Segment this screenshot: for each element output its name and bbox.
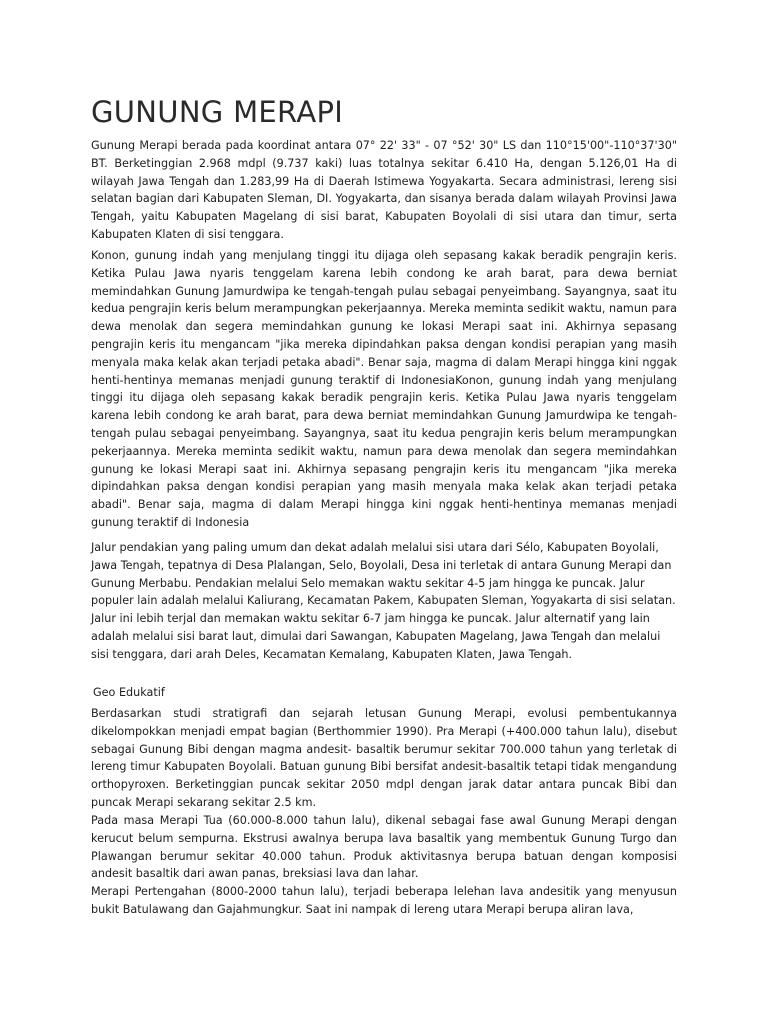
paragraph-merapi-tua: Pada masa Merapi Tua (60.000-8.000 tahun lalu), dikenal sebagai fase awal Gunung Merapi dengan kerucut belum sempurna. Ekstrusi awalnya berupa lava basaltik yang membentuk Gunung Turgo dan Plawangan berumur sekitar 40.000 tahun. Produk aktivitasnya berupa batuan dengan komposisi andesit basaltik dari awan panas, breksiasi lava dan lahar.	[91, 814, 677, 881]
section-heading-geo-edukatif: Geo Edukatif	[93, 686, 165, 699]
document-title: GUNUNG MERAPI	[91, 95, 344, 129]
paragraph-stratigraphy: Berdasarkan studi stratigrafi dan sejarah letusan Gunung Merapi, evolusi pembentukannya dikelompokkan menjadi empat bagian (Berthommier 1990). Pra Merapi (+400.000 tahun lalu), disebut sebagai Gunung Bibi dengan magma andesit- basaltik berumur sekitar 700.000 tahun yang terletak di lereng timur Kabupaten Boyolali. Batuan gunung Bibi bersifat andesit-basaltik tetapi tidak mengandung orthopyroxen. Berketinggian puncak sekitar 2050 mdpl dengan jarak datar antara puncak Bibi dan puncak Merapi sekarang sekitar 2.5 km.	[91, 707, 677, 809]
paragraph-legend: Konon, gunung indah yang menjulang tinggi itu dijaga oleh sepasang kakak beradik pengrajin keris. Ketika Pulau Jawa nyaris tenggelam karena lebih condong ke arah barat, para dewa berniat memindahkan Gunung Jamurdwipa ke tengah-tengah pulau sebagai penyeimbang. Sayangnya, saat itu kedua pengrajin keris belum merampungkan pekerjaannya. Mereka meminta sedikit waktu, namun para dewa menolak dan segera memindahkan gunung ke lokasi Merapi saat ini. Akhirnya sepasang pengrajin keris itu mengancam "jika mereka dipindahkan paksa dengan kondisi perapian yang masih menyala maka kelak akan terjadi petaka abadi". Benar saja, magma di dalam Merapi hingga kini nggak henti-hentinya memanas menjadi gunung teraktif di IndonesiaKonon, gunung indah yang menjulang tinggi itu dijaga oleh sepasang kakak beradik pengrajin keris. Ketika Pulau Jawa nyaris tenggelam karena lebih condong ke arah barat, para dewa berniat memindahkan Gunung Jamurdwipa ke tengah-tengah pulau sebagai penyeimbang. Sayangnya, saat itu kedua pengrajin keris belum merampungkan pekerjaannya. Mereka meminta sedikit waktu, namun para dewa menolak dan segera memindahkan gunung ke lokasi Merapi saat ini. Akhirnya sepasang pengrajin keris itu mengancam "jika mereka dipindahkan paksa dengan kondisi perapian yang masih menyala maka kelak akan terjadi petaka abadi". Benar saja, magma di dalam Merapi hingga kini nggak henti-hentinya memanas menjadi gunung teraktif di Indonesia	[91, 249, 677, 529]
paragraph-location: Gunung Merapi berada pada koordinat antara 07° 22' 33" - 07 °52' 30" LS dan 110°15'00"-110°37'30" BT. Berketinggian 2.968 mdpl (9.737 kaki) luas totalnya sekitar 6.410 Ha, dengan 5.126,01 Ha di wilayah Jawa Tengah dan 1.283,99 Ha di Daerah Istimewa Yogyakarta. Secara administrasi, lereng sisi selatan bagian dari Kabupaten Sleman, DI. Yogyakarta, dan sisanya berada dalam wilayah Provinsi Jawa Tengah, yaitu Kabupaten Magelang di sisi barat, Kabupaten Boyolali di sisi utara dan timur, serta Kabupaten Klaten di sisi tenggara.	[91, 139, 677, 241]
paragraph-merapi-pertengahan: Merapi Pertengahan (8000-2000 tahun lalu), terjadi beberapa lelehan lava andesitik yang menyusun bukit Batulawang dan Gajahmungkur. Saat ini nampak di lereng utara Merapi berupa aliran lava,	[91, 885, 677, 916]
paragraph-hiking-routes: Jalur pendakian yang paling umum dan dekat adalah melalui sisi utara dari Sélo, Kabupaten Boyolali, Jawa Tengah, tepatnya di Desa Plalangan, Selo, Boyolali, Desa ini terletak di antara Gunung Merapi dan Gunung Merbabu. Pendakian melalui Selo memakan waktu sekitar 4-5 jam hingga ke puncak. Jalur populer lain adalah melalui Kaliurang, Kecamatan Pakem, Kabupaten Sleman, Yogyakarta di sisi selatan. Jalur ini lebih terjal dan memakan waktu sekitar 6-7 jam hingga ke puncak. Jalur alternatif yang lain adalah melalui sisi barat laut, dimulai dari Sawangan, Kabupaten Magelang, Jawa Tengah dan melalui sisi tenggara, dari arah Deles, Kecamatan Kemalang, Kabupaten Klaten, Jawa Tengah.	[91, 541, 676, 661]
